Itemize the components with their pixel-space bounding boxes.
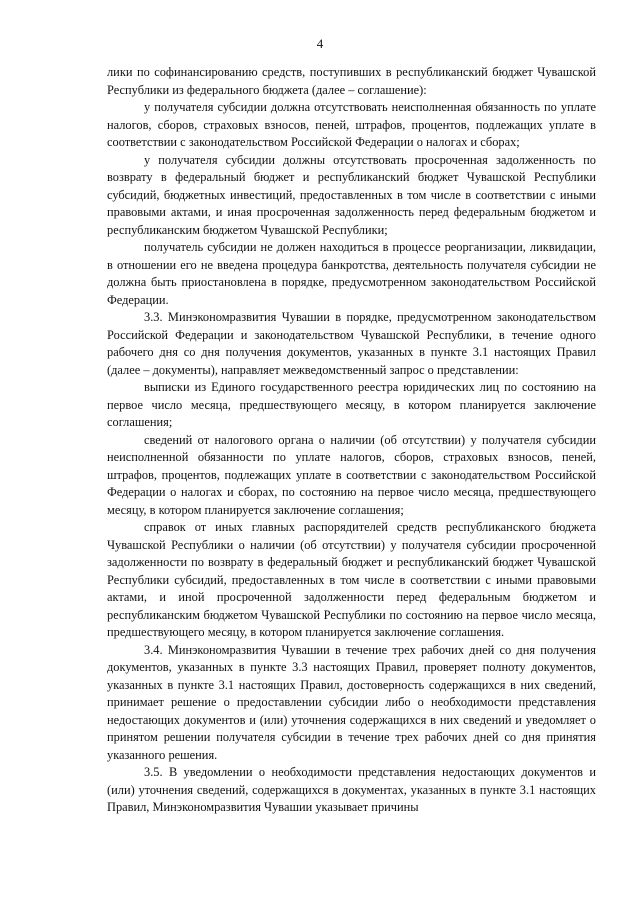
paragraph-10: 3.5. В уведомлении о необходимости представления недостающих документов и (или) уточнения сведений, содержащихся в документах, указанных в пункте 3.1 настоящих Правил, Минэкономразвития Чувашии указывает причины [107, 765, 596, 814]
paragraph-8: справок от иных главных распорядителей средств республиканского бюджета Чувашской Республики о наличии (об отсутствии) у получателя субсидии просроченной задолженности по возврату в федеральный бюджет и республиканский бюджет Чувашской Республики субсидий, предоставленных в том числе в соответствии с иными правовыми актами, и иной просроченной задолженности перед федеральным бюджетом и республиканским бюджетом Чувашской Республики по состоянию на первое число месяца, предшествующего месяцу, в котором планируется заключение соглашения. [107, 520, 596, 639]
paragraph-7: сведений от налогового органа о наличии (об отсутствии) у получателя субсидии неисполненной обязанности по уплате налогов, сборов, страховых взносов, пеней, штрафов, процентов, подлежащих уплате в соответствии с законодательством Российской Федерации о налогах и сборах, по состоянию на первое число месяца, предшествующего месяцу, в котором планируется заключение соглашения; [107, 432, 596, 517]
paragraph-2: у получателя субсидии должна отсутствовать неисполненная обязанность по уплате налогов, сборов, страховых взносов, пеней, штрафов, процентов, подлежащих уплате в соответствии с законодательством Российской Федерации о налогах и сборах; [107, 100, 596, 149]
paragraph-5: 3.3. Минэкономразвития Чувашии в порядке, предусмотренном законодательством Российской Федерации и законодательством Чувашской Республики, в течение одного рабочего дня со дня получения документов, указанных в пункте 3.1 настоящих Правил (далее – документы), направляет межведомственный запрос о представлении: [107, 310, 596, 377]
paragraph-1: лики по софинансированию средств, поступивших в республиканский бюджет Чувашской Республики из федерального бюджета (далее – соглашение): [107, 65, 596, 97]
page-number: 4 [316, 36, 324, 51]
paragraph-9: 3.4. Минэкономразвития Чувашии в течение трех рабочих дней со дня получения документов, указанных в пункте 3.3 настоящих Правил, проверяет полноту документов, указанных в пункте 3.1 настоящих Правил, достоверность содержащихся в них сведений, принимает решение о предоставлении субсидии либо о необходимости представления недостающих документов и (или) уточнения содержащихся в них сведений и уведомляет о принятом решении получателя субсидии в течение трех рабочих дней со дня принятия указанного решения. [107, 642, 596, 762]
document-body [107, 64, 596, 817]
paragraph-6: выписки из Единого государственного реестра юридических лиц по состоянию на первое число месяца, предшествующего месяцу, в котором планируется заключение соглашения; [107, 380, 596, 429]
paragraph-3: у получателя субсидии должны отсутствовать просроченная задолженность по возврату в федеральный бюджет и республиканский бюджет Чувашской Республики субсидий, бюджетных инвестиций, предоставленных в том числе в соответствии с иными правовыми актами, и иная просроченная задолженность перед федеральным бюджетом и республиканским бюджетом Чувашской Республики; [107, 152, 596, 237]
paragraph-4: получатель субсидии не должен находиться в процессе реорганизации, ликвидации, в отношении его не введена процедура банкротства, деятельность получателя субсидии не должна быть приостановлена в порядке, предусмотренном законодательством Российской Федерации. [107, 240, 596, 307]
